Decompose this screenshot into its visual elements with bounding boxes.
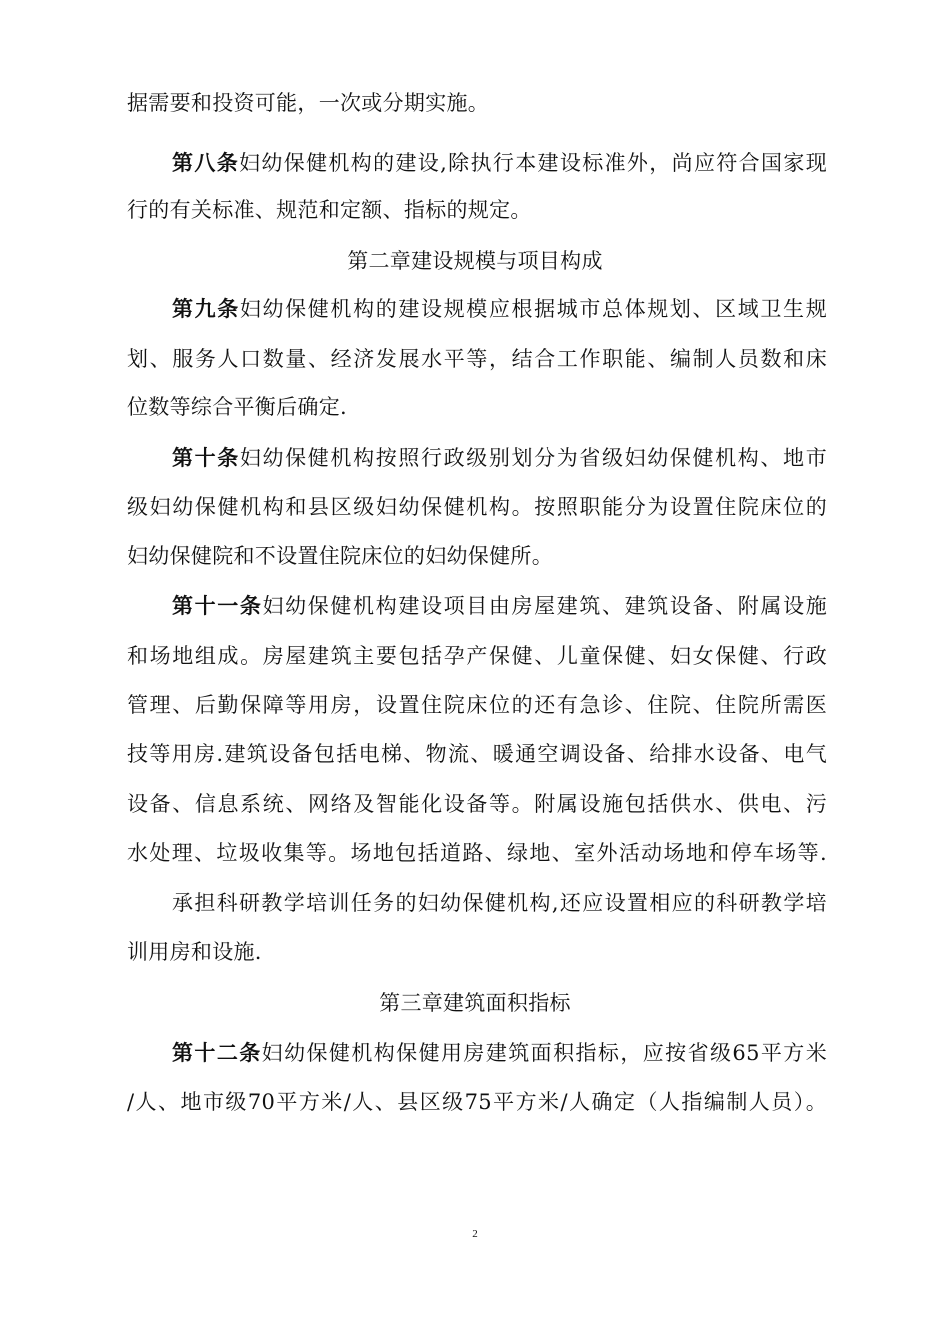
text-line [127, 393, 827, 421]
line-text: 位数等综合平衡后确定. [127, 395, 347, 419]
line-text: 水处理、垃圾收集等。场地包括道路、绿地、室外活动场地和停车场等. [127, 841, 827, 865]
article-8-line-1 [172, 149, 827, 177]
line-text: 划、服务人口数量、经济发展水平等，结合工作职能、编制人员数和床 [127, 347, 827, 371]
text-line [127, 642, 827, 670]
text-line [127, 740, 827, 768]
article-9-line-1 [172, 295, 827, 323]
page-number: 2 [472, 1228, 478, 1240]
article-11-heading: 第十一条 [172, 593, 263, 618]
line-text: 级妇幼保健机构和县区级妇幼保健机构。按照职能分为设置住院床位的 [127, 495, 827, 519]
text-line [127, 938, 827, 966]
article-12-heading: 第十二条 [172, 1040, 262, 1065]
chapter-2-title [0, 247, 950, 275]
line-text: 训用房和设施. [127, 940, 262, 964]
text-line [127, 790, 827, 818]
text-line [127, 89, 827, 117]
text-line [127, 345, 827, 373]
line-text: 妇幼保健机构按照行政级别划分为省级妇幼保健机构、地市 [239, 446, 827, 470]
line-text: 据需要和投资可能，一次或分期实施。 [127, 91, 490, 115]
article-12-line-1 [172, 1039, 827, 1067]
line-text: 妇幼保健机构建设项目由房屋建筑、建筑设备、附属设施 [262, 594, 827, 618]
line-text: 妇幼保健机构的建设规模应根据城市总体规划、区域卫生规 [239, 297, 827, 321]
article-8-heading: 第八条 [172, 150, 240, 175]
text-line [127, 839, 827, 867]
text-line [127, 493, 827, 521]
chapter-3-title [0, 989, 950, 1017]
line-text: 承担科研教学培训任务的妇幼保健机构,还应设置相应的科研教学培 [172, 891, 827, 915]
article-10-heading: 第十条 [172, 445, 240, 470]
line-text: 妇幼保健机构的建设,除执行本建设标准外，尚应符合国家现 [239, 151, 827, 175]
text-line [127, 542, 827, 570]
line-text: /人、地市级70平方米/人、县区级75平方米/人确定（人指编制人员）。 [127, 1090, 827, 1114]
line-text: 和场地组成。房屋建筑主要包括孕产保健、儿童保健、妇女保健、行政 [127, 644, 827, 668]
text-line [127, 691, 827, 719]
text-line [172, 889, 827, 917]
line-text: 行的有关标准、规范和定额、指标的规定。 [127, 198, 532, 222]
line-text: 妇幼保健机构保健用房建筑面积指标，应按省级65平方米 [261, 1041, 827, 1065]
article-9-heading: 第九条 [172, 296, 240, 321]
text-line [127, 196, 827, 224]
chapter-title-text: 第二章建设规模与项目构成 [347, 249, 603, 273]
text-line [127, 1088, 827, 1116]
line-text: 设备、信息系统、网络及智能化设备等。附属设施包括供水、供电、污 [127, 792, 827, 816]
article-10-line-1 [172, 444, 827, 472]
line-text: 技等用房.建筑设备包括电梯、物流、暖通空调设备、给排水设备、电气 [127, 742, 827, 766]
article-11-line-1 [172, 592, 827, 620]
line-text: 管理、后勤保障等用房，设置住院床位的还有急诊、住院、住院所需医 [127, 693, 827, 717]
line-text: 妇幼保健院和不设置住院床位的妇幼保健所。 [127, 544, 553, 568]
chapter-title-text: 第三章建筑面积指标 [379, 991, 571, 1015]
